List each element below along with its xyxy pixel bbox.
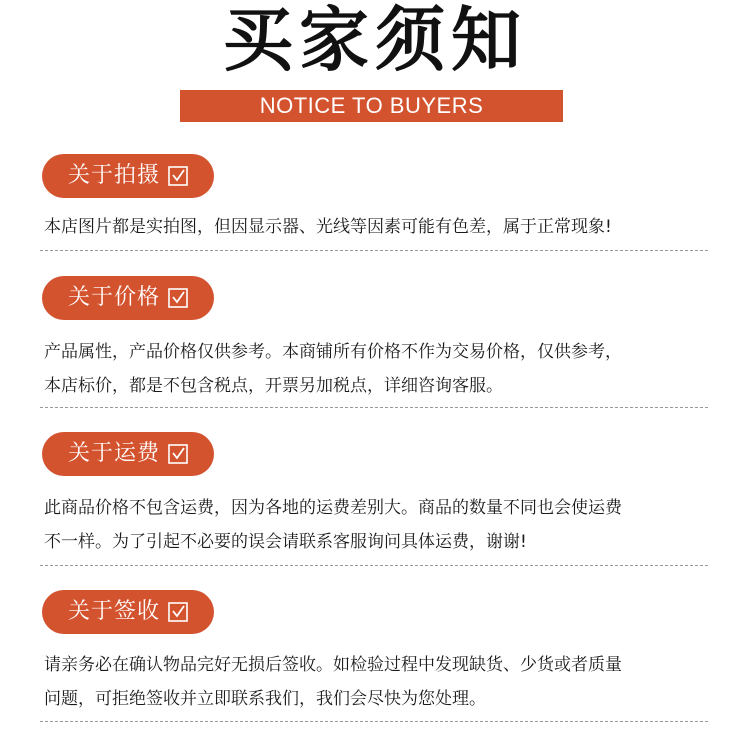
section-body-price [44,335,714,403]
body-line: 本店图片都是实拍图，但因显示器、光线等因素可能有色差，属于正常现象! [44,217,612,237]
section-label: 关于签收 [67,599,160,624]
section-label: 关于运费 [67,441,160,466]
checkbox-check-icon [168,602,188,622]
dashed-divider [40,250,708,251]
section-header-photography [42,154,214,198]
section-body-signing [44,648,714,716]
checkbox-check-icon [168,288,188,308]
body-line: 产品属性，产品价格仅供参考。本商铺所有价格不作为交易价格，仅供参考， [44,342,622,362]
body-line: 本店标价，都是不包含税点，开票另加税点，详细咨询客服。 [44,376,503,396]
body-line: 此商品价格不包含运费，因为各地的运费差别大。商品的数量不同也会使运费 [44,498,622,518]
dashed-divider [40,565,708,566]
dashed-divider [40,721,708,722]
section-body-shipping [44,491,714,559]
section-body-photography [44,210,714,244]
page-title: 买家须知 [223,0,527,81]
section-header-price [42,276,214,320]
dashed-divider [40,407,708,408]
section-label: 关于价格 [67,285,160,310]
body-line: 不一样。为了引起不必要的误会请联系客服询问具体运费，谢谢! [44,532,527,552]
body-line: 问题，可拒绝签收并立即联系我们，我们会尽快为您处理。 [44,689,486,709]
section-header-shipping [42,432,214,476]
checkbox-check-icon [168,444,188,464]
section-label: 关于拍摄 [67,163,160,188]
subtitle-banner: NOTICE TO BUYERS [180,90,563,122]
checkbox-check-icon [168,166,188,186]
section-header-signing [42,590,214,634]
body-line: 请亲务必在确认物品完好无损后签收。如检验过程中发现缺货、少货或者质量 [44,655,622,675]
